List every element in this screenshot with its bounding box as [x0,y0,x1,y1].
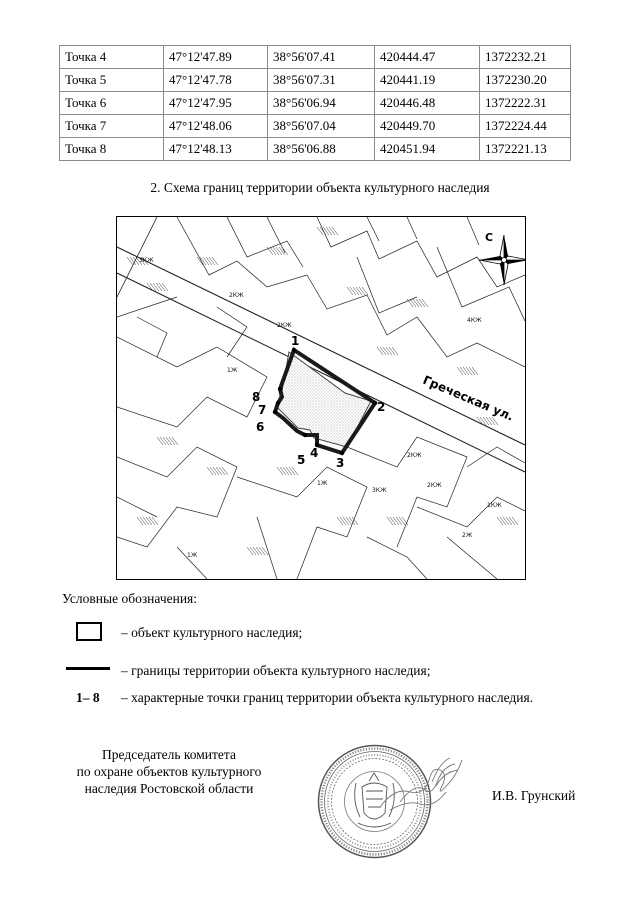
building-label: 2КЖ [229,292,244,299]
building-label: 1КЖ [487,502,502,509]
table-cell: Точка 7 [60,115,164,138]
table-cell: 420449.70 [375,115,480,138]
table-cell: Точка 6 [60,92,164,115]
building-label: 3КЖ [372,487,387,494]
table-row [60,115,571,138]
table-cell: 38°56'07.04 [268,115,375,138]
compass-north-label: С [485,231,494,244]
building-label: 1Ж [317,480,328,487]
table-cell: 420444.47 [375,46,480,69]
building-label: 1Ж [227,367,238,374]
legend-points-text: – характерные точки границ территории объекта культурного наследия. [121,690,534,705]
table-cell: 1372230.20 [480,69,571,92]
map-drawing [117,217,525,579]
building-label: 4КЖ [467,317,482,324]
street-label: Греческая ул. [420,372,516,424]
point-label-2: 2 [377,400,386,414]
handwritten-signature-icon [370,752,470,814]
legend-title: Условные обозначения: [62,591,198,606]
point-label-7: 7 [258,403,267,417]
coordinates-table-body [60,46,571,161]
table-cell: 47°12'47.95 [164,92,268,115]
table-cell: 420446.48 [375,92,480,115]
table-row [60,69,571,92]
table-row [60,92,571,115]
point-label-6: 6 [256,420,265,434]
table-cell: 420441.19 [375,69,480,92]
point-label-4: 4 [310,446,319,460]
legend-object-symbol [76,622,102,641]
point-label-1: 1 [291,334,300,348]
legend-boundary-line [66,667,110,670]
building-label: 2КЖ [277,322,292,329]
point-label-8: 8 [252,390,261,404]
legend-boundary-text: – границы территории объекта культурного наследия; [121,663,431,678]
point-label-3: 3 [336,456,345,470]
table-cell: 38°56'07.41 [268,46,375,69]
table-row [60,138,571,161]
table-cell: 1372222.31 [480,92,571,115]
scheme-title: 2. Схема границ территории объекта культурного наследия [150,180,490,195]
position-line-2: по охране объектов культурного [76,764,262,779]
building-label: 2КЖ [407,452,422,459]
table-cell: 38°56'06.94 [268,92,375,115]
table-cell: 47°12'47.89 [164,46,268,69]
building-label: 1Ж [187,552,198,559]
table-cell: Точка 5 [60,69,164,92]
signer-name: И.В. Грунский [492,788,576,803]
table-cell: 1372221.13 [480,138,571,161]
legend-points-range: 1– 8 [76,690,100,705]
table-cell: 38°56'06.88 [268,138,375,161]
building-label: 2Ж [462,532,473,539]
building-label: 2КЖ [427,482,442,489]
table-cell: Точка 4 [60,46,164,69]
signatory-position [60,746,278,797]
position-line-1: Председатель комитета [102,747,236,762]
table-cell: 1372224.44 [480,115,571,138]
table-cell: 47°12'48.06 [164,115,268,138]
table-cell: 420451.94 [375,138,480,161]
boundary-map [116,216,526,580]
position-line-3: наследия Ростовской области [84,781,254,796]
table-cell: 47°12'48.13 [164,138,268,161]
point-label-5: 5 [297,453,306,467]
table-cell: 47°12'47.78 [164,69,268,92]
building-label: 3КЖ [139,257,154,264]
table-cell: 38°56'07.31 [268,69,375,92]
table-cell: Точка 8 [60,138,164,161]
table-row [60,46,571,69]
table-cell: 1372232.21 [480,46,571,69]
legend-object-text: – объект культурного наследия; [121,625,303,640]
coordinates-table [59,45,571,161]
